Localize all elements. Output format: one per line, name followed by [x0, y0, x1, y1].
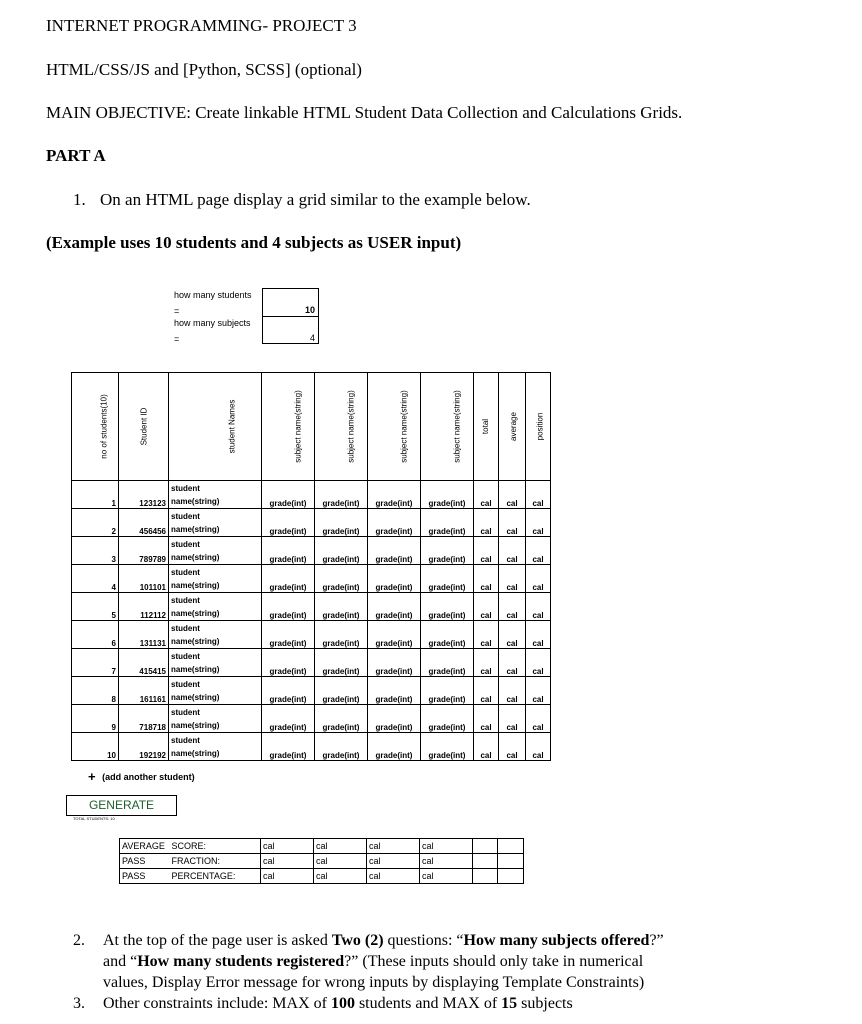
grade-cell[interactable]: grade(int) — [262, 649, 315, 677]
average-cell: cal — [499, 705, 526, 733]
average-cell: cal — [499, 649, 526, 677]
student-id[interactable]: 123123 — [119, 481, 169, 509]
summary-cell: cal — [367, 839, 420, 854]
grade-cell[interactable]: grade(int) — [262, 565, 315, 593]
students-question-label: how many students — [174, 290, 252, 300]
student-id[interactable]: 789789 — [119, 537, 169, 565]
grade-cell[interactable]: grade(int) — [315, 593, 368, 621]
step-1-text: On an HTML page display a grid similar to the example below. — [100, 190, 531, 209]
row-number: 6 — [72, 621, 119, 649]
grade-cell[interactable]: grade(int) — [421, 509, 474, 537]
summary-cell: cal — [420, 854, 473, 869]
student-id[interactable]: 131131 — [119, 621, 169, 649]
list-item-2-line-2: and “How many students registered?” (These inputs should only take in numerical — [103, 953, 644, 970]
summary-label-a: AVERAGE — [120, 839, 170, 854]
grade-cell[interactable]: grade(int) — [315, 537, 368, 565]
row-number: 1 — [72, 481, 119, 509]
average-cell: cal — [499, 593, 526, 621]
position-cell: cal — [526, 565, 551, 593]
total-cell: cal — [474, 509, 499, 537]
header-subject-4: subject name(string) — [421, 373, 474, 481]
summary-label-a: PASS — [120, 854, 170, 869]
table-row — [72, 565, 551, 593]
step-1-number: 1. — [73, 190, 86, 209]
student-name[interactable]: student name(string) — [169, 649, 262, 677]
header-position: position — [526, 373, 551, 481]
summary-label-b: SCORE: — [170, 839, 261, 854]
generate-button[interactable]: GENERATE — [66, 795, 177, 816]
add-student-label: (add another student) — [102, 772, 195, 782]
summary-empty-cell — [498, 839, 524, 854]
total-cell: cal — [474, 705, 499, 733]
header-subject-3: subject name(string) — [368, 373, 421, 481]
header-total: total — [474, 373, 499, 481]
position-cell: cal — [526, 593, 551, 621]
subjects-question-eq: = — [174, 334, 180, 344]
list-item-2-line-1: At the top of the page user is asked Two (2) questions: “How many subjects offered?” — [103, 932, 664, 949]
grade-cell[interactable]: grade(int) — [262, 593, 315, 621]
row-number: 5 — [72, 593, 119, 621]
summary-row-pass-percentage — [120, 869, 524, 884]
example-note: (Example uses 10 students and 4 subjects as USER input) — [46, 233, 462, 252]
grade-cell[interactable]: grade(int) — [315, 621, 368, 649]
row-number: 4 — [72, 565, 119, 593]
header-subject-1: subject name(string) — [262, 373, 315, 481]
table-row — [72, 733, 551, 761]
average-cell: cal — [499, 621, 526, 649]
grade-cell[interactable]: grade(int) — [315, 509, 368, 537]
summary-empty-cell — [498, 869, 524, 884]
list-item-2-line-3: values, Display Error message for wrong inputs by displaying Template Constraints) — [103, 974, 645, 991]
list-item-3-text: Other constraints include: MAX of 100 students and MAX of 15 subjects — [103, 995, 573, 1012]
table-row — [72, 509, 551, 537]
grade-cell[interactable]: grade(int) — [315, 733, 368, 761]
grade-cell[interactable]: grade(int) — [262, 621, 315, 649]
grade-cell[interactable]: grade(int) — [421, 593, 474, 621]
list-item-2-number: 2. — [73, 932, 85, 949]
header-student-names: student Names — [169, 373, 262, 481]
grade-cell[interactable]: grade(int) — [368, 565, 421, 593]
grade-cell[interactable]: grade(int) — [315, 677, 368, 705]
grade-cell[interactable]: grade(int) — [421, 565, 474, 593]
average-cell: cal — [499, 509, 526, 537]
tech-line: HTML/CSS/JS and [Python, SCSS] (optional) — [46, 60, 362, 79]
table-row — [72, 677, 551, 705]
summary-cell: cal — [420, 839, 473, 854]
student-name[interactable]: student name(string) — [169, 677, 262, 705]
student-id[interactable]: 192192 — [119, 733, 169, 761]
students-count-input[interactable]: 10 — [262, 288, 319, 317]
table-row — [72, 593, 551, 621]
student-name[interactable]: student name(string) — [169, 705, 262, 733]
table-row — [72, 705, 551, 733]
summary-empty-cell — [473, 869, 498, 884]
summary-empty-cell — [498, 854, 524, 869]
grade-cell[interactable]: grade(int) — [421, 649, 474, 677]
summary-cell: cal — [367, 854, 420, 869]
grade-cell[interactable]: grade(int) — [315, 481, 368, 509]
row-number: 9 — [72, 705, 119, 733]
grade-cell[interactable]: grade(int) — [368, 509, 421, 537]
student-name[interactable]: student name(string) — [169, 481, 262, 509]
summary-cell: cal — [261, 854, 314, 869]
table-row — [72, 649, 551, 677]
summary-cell: cal — [261, 839, 314, 854]
grade-cell[interactable]: grade(int) — [368, 677, 421, 705]
position-cell: cal — [526, 677, 551, 705]
summary-cell: cal — [314, 854, 367, 869]
total-cell: cal — [474, 677, 499, 705]
row-number: 8 — [72, 677, 119, 705]
summary-cell: cal — [314, 869, 367, 884]
total-cell: cal — [474, 621, 499, 649]
table-row — [72, 481, 551, 509]
row-number: 3 — [72, 537, 119, 565]
summary-empty-cell — [473, 839, 498, 854]
total-cell: cal — [474, 537, 499, 565]
average-cell: cal — [499, 565, 526, 593]
grade-cell[interactable]: grade(int) — [315, 649, 368, 677]
position-cell: cal — [526, 509, 551, 537]
row-number: 7 — [72, 649, 119, 677]
position-cell: cal — [526, 649, 551, 677]
student-name[interactable]: student name(string) — [169, 509, 262, 537]
grade-cell[interactable]: grade(int) — [368, 705, 421, 733]
row-number: 2 — [72, 509, 119, 537]
grade-cell[interactable]: grade(int) — [262, 509, 315, 537]
objective-line: MAIN OBJECTIVE: Create linkable HTML Student Data Collection and Calculations Grids. — [46, 103, 683, 122]
grade-cell[interactable]: grade(int) — [368, 481, 421, 509]
header-subject-2: subject name(string) — [315, 373, 368, 481]
total-cell: cal — [474, 733, 499, 761]
grade-cell[interactable]: grade(int) — [421, 705, 474, 733]
average-cell: cal — [499, 677, 526, 705]
grade-cell[interactable]: grade(int) — [368, 593, 421, 621]
grade-cell[interactable]: grade(int) — [368, 649, 421, 677]
grade-cell[interactable]: grade(int) — [262, 537, 315, 565]
grade-cell[interactable]: grade(int) — [421, 481, 474, 509]
position-cell: cal — [526, 621, 551, 649]
student-id[interactable]: 415415 — [119, 649, 169, 677]
grade-cell[interactable]: grade(int) — [262, 481, 315, 509]
summary-label-b: FRACTION: — [170, 854, 261, 869]
add-student-link[interactable] — [88, 768, 195, 783]
summary-label-b: PERCENTAGE: — [170, 869, 261, 884]
part-heading: PART A — [46, 146, 106, 165]
grade-cell[interactable]: grade(int) — [315, 705, 368, 733]
student-id[interactable]: 101101 — [119, 565, 169, 593]
student-name[interactable]: student name(string) — [169, 621, 262, 649]
summary-cell: cal — [314, 839, 367, 854]
student-name[interactable]: student name(string) — [169, 537, 262, 565]
student-name[interactable]: student name(string) — [169, 565, 262, 593]
average-cell: cal — [499, 481, 526, 509]
summary-label-a: PASS — [120, 869, 170, 884]
student-id[interactable]: 456456 — [119, 509, 169, 537]
summary-cell: cal — [261, 869, 314, 884]
header-no-of-students: no of students(10) — [72, 373, 119, 481]
plus-icon: + — [88, 769, 96, 784]
grade-cell[interactable]: grade(int) — [368, 621, 421, 649]
header-student-id: Student ID — [119, 373, 169, 481]
student-id[interactable]: 112112 — [119, 593, 169, 621]
summary-cell: cal — [367, 869, 420, 884]
position-cell: cal — [526, 537, 551, 565]
grade-cell[interactable]: grade(int) — [315, 565, 368, 593]
grade-cell[interactable]: grade(int) — [262, 677, 315, 705]
header-average: average — [499, 373, 526, 481]
grade-cell[interactable]: grade(int) — [421, 677, 474, 705]
grade-cell[interactable]: grade(int) — [421, 733, 474, 761]
list-item-3-number: 3. — [73, 995, 85, 1012]
grade-cell[interactable]: grade(int) — [421, 621, 474, 649]
total-students-note: TOTAL STUDENTS: 10 — [73, 816, 115, 821]
average-cell: cal — [499, 733, 526, 761]
students-question-eq: = — [174, 306, 180, 316]
student-name[interactable]: student name(string) — [169, 593, 262, 621]
table-row — [72, 621, 551, 649]
average-cell: cal — [499, 537, 526, 565]
document-title: INTERNET PROGRAMMING- PROJECT 3 — [46, 16, 357, 35]
student-grid — [71, 372, 551, 761]
total-cell: cal — [474, 565, 499, 593]
student-id[interactable]: 718718 — [119, 705, 169, 733]
summary-cell: cal — [420, 869, 473, 884]
summary-row-pass-fraction — [120, 854, 524, 869]
summary-grid — [119, 838, 524, 884]
row-number: 10 — [72, 733, 119, 761]
position-cell: cal — [526, 481, 551, 509]
subjects-count-input[interactable]: 4 — [262, 316, 319, 344]
subjects-question-label: how many subjects — [174, 318, 251, 328]
grade-cell[interactable]: grade(int) — [368, 733, 421, 761]
total-cell: cal — [474, 593, 499, 621]
student-id[interactable]: 161161 — [119, 677, 169, 705]
grade-cell[interactable]: grade(int) — [421, 537, 474, 565]
table-row — [72, 537, 551, 565]
position-cell: cal — [526, 705, 551, 733]
grid-header-row — [72, 373, 551, 481]
student-name[interactable]: student name(string) — [169, 733, 262, 761]
grade-cell[interactable]: grade(int) — [368, 537, 421, 565]
summary-row-average — [120, 839, 524, 854]
total-cell: cal — [474, 649, 499, 677]
summary-empty-cell — [473, 854, 498, 869]
grade-cell[interactable]: grade(int) — [262, 705, 315, 733]
total-cell: cal — [474, 481, 499, 509]
position-cell: cal — [526, 733, 551, 761]
grade-cell[interactable]: grade(int) — [262, 733, 315, 761]
